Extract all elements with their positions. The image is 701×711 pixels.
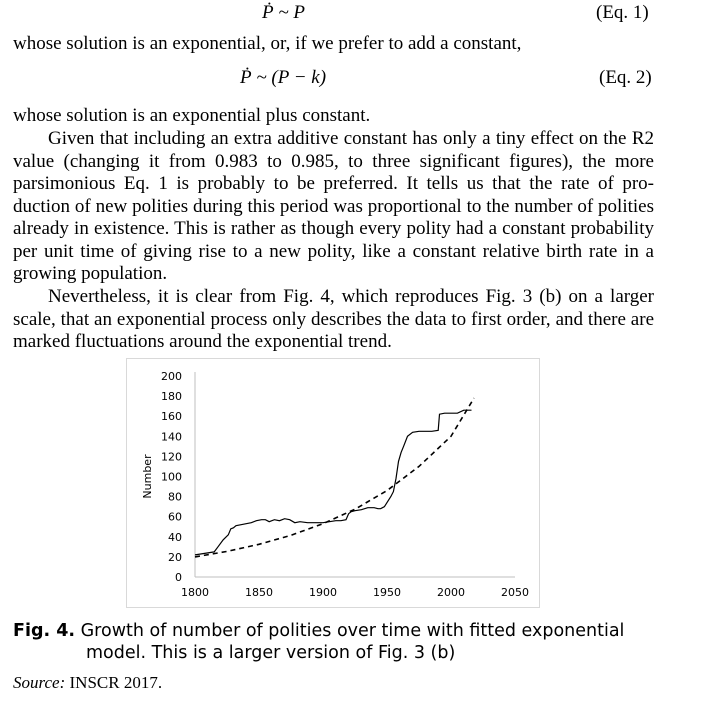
equation-1-body: ~ P <box>273 2 305 23</box>
y-tick-label: 60 <box>168 510 182 524</box>
equation-2-label: (Eq. 2) <box>599 67 652 88</box>
paragraph-2: Nevertheless, it is clear from Fig. 4, which reproduces Fig. 3 (b) on a larger scale, that an exponential process only describes the data to first order, and there are marked fluctuations around the exponential trend. <box>13 286 654 352</box>
x-tick-label: 2000 <box>437 586 465 599</box>
equation-2-body: ~ (P − k) <box>251 67 327 88</box>
source-text: INSCR 2017. <box>69 673 163 692</box>
x-tick-label: 1850 <box>245 586 273 599</box>
x-tick-label: 1800 <box>181 586 209 599</box>
y-tick-label: 160 <box>161 410 182 424</box>
paragraph-1: Given that including an extra additive constant has only a tiny effect on the R2 value (changing it from 0.983 to 0.985, to three significant figures), the more parsimonious Eq. 1 is probably to be preferred. It tells us that the rate of pro-duction of new polities during this period was proportional to the number of polities already in existence. This is rather as though every polity had a constant probability per unit time of giving rise to a new polity, like a constant relative birth rate in a growing population. <box>13 128 654 284</box>
x-tick-label: 1900 <box>309 586 337 599</box>
figure-4-chart <box>126 358 540 608</box>
p-dot-symbol: Ṗ <box>240 67 252 88</box>
caption-line-2: model. This is a larger version of Fig. 3 (b) <box>86 643 456 663</box>
x-tick-label: 1950 <box>373 586 401 599</box>
y-axis-label: Number <box>141 454 154 499</box>
polity-count-line <box>195 410 472 555</box>
y-tick-label: 20 <box>168 550 182 564</box>
fitted-exponential-line <box>195 398 474 557</box>
chart-svg <box>127 359 539 607</box>
y-tick-label: 120 <box>161 450 182 464</box>
y-tick-label: 180 <box>161 390 182 404</box>
p-dot-symbol: Ṗ <box>262 2 274 23</box>
y-tick-label: 40 <box>168 530 182 544</box>
x-tick-label: 2050 <box>501 586 529 599</box>
source-label: Source: <box>13 673 66 692</box>
caption-line-1: Growth of number of polities over time with fitted exponential <box>80 621 625 641</box>
figure-caption <box>13 620 673 664</box>
y-tick-label: 80 <box>168 490 182 504</box>
y-tick-label: 140 <box>161 430 182 444</box>
text-after-eq2: whose solution is an exponential plus constant. <box>13 105 371 126</box>
y-tick-label: 200 <box>161 370 182 383</box>
caption-label: Fig. 4. <box>13 621 76 641</box>
source-note <box>13 673 162 693</box>
text-after-eq1: whose solution is an exponential, or, if we prefer to add a constant, <box>13 33 522 54</box>
equation-1-label: (Eq. 1) <box>596 2 649 23</box>
y-tick-label: 100 <box>161 470 182 484</box>
y-tick-label: 0 <box>175 571 182 584</box>
